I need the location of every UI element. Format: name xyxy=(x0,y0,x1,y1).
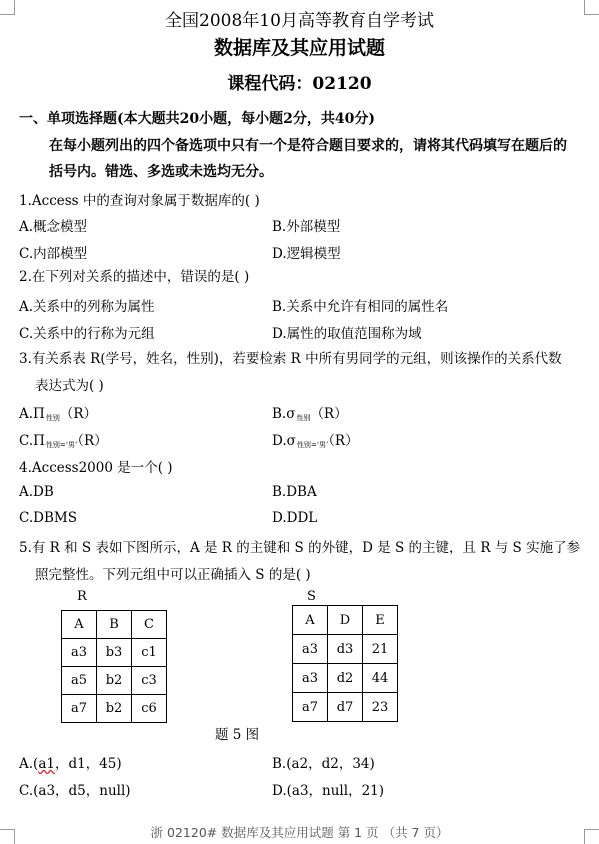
question-5-stem-line-1: 5.有 R 和 S 表如下图所示，A 是 R 的主键和 S 的外键，D 是 S 的主键，且 R 与 S 实施了参 xyxy=(19,540,581,556)
table-s-cell: d7 xyxy=(328,693,363,722)
subject-title: 数据库及其应用试题 xyxy=(213,37,385,59)
table-s-header-cell: A xyxy=(293,606,328,635)
q5-a-label: A.( xyxy=(19,756,39,772)
instruction-line-2: 括号内。错选、多选或未选均无分。 xyxy=(49,164,273,180)
q3-c-operator: C.Π xyxy=(19,433,45,449)
question-2-stem: 2.在下列对关系的描述中，错误的是( ) xyxy=(19,269,250,285)
question-4-stem: 4.Access2000 是一个( ) xyxy=(19,460,173,476)
q3-c-subscript: 性别=‘男’ xyxy=(45,441,78,449)
table-s xyxy=(292,605,398,722)
table-row xyxy=(293,635,398,664)
table-s-header-cell: D xyxy=(328,606,363,635)
q3-option-b xyxy=(272,402,348,423)
q3-a-operand: （R） xyxy=(59,406,97,422)
q4-option-a: A.DB xyxy=(19,484,54,500)
exam-title: 全国2008年10月高等教育自学考试 xyxy=(165,11,434,31)
figure-caption: 题 5 图 xyxy=(215,727,260,743)
table-s-label: S xyxy=(307,589,316,604)
q3-b-operand: （R） xyxy=(310,406,348,422)
q4-option-c: C.DBMS xyxy=(19,510,77,526)
table-r xyxy=(61,610,167,723)
table-s-cell: a3 xyxy=(293,635,328,664)
question-3-stem-line-2: 表达式为( ) xyxy=(35,378,104,394)
q3-d-operator: D.σ xyxy=(272,433,296,449)
q3-d-operand: （R） xyxy=(328,433,359,449)
table-r-cell: b2 xyxy=(97,695,132,723)
table-r-cell: a5 xyxy=(62,667,97,695)
table-s-cell: 21 xyxy=(363,635,398,664)
instruction-line-1: 在每小题列出的四个备选项中只有一个是符合题目要求的，请将其代码填写在题后的 xyxy=(49,138,567,154)
q1-option-a: A.概念模型 xyxy=(19,219,88,235)
q5-a-spellcheck-word: a1 xyxy=(38,756,55,772)
table-row xyxy=(293,693,398,722)
table-r-label: R xyxy=(77,589,87,604)
q2-option-c: C.关系中的行称为元组 xyxy=(19,326,155,342)
q3-option-d xyxy=(272,429,359,450)
q3-d-subscript: 性别=‘男’ xyxy=(296,441,329,449)
course-code: 课程代码：02120 xyxy=(227,74,372,94)
question-5-stem-line-2: 照完整性。下列元组中可以正确插入 S 的是( ) xyxy=(35,567,311,583)
section-heading: 一、单项选择题(本大题共20小题，每小题2分，共40分) xyxy=(19,111,375,127)
q2-option-b: B.关系中允许有相同的属性名 xyxy=(272,299,449,315)
table-s-cell: d2 xyxy=(328,664,363,693)
table-row xyxy=(62,639,167,667)
q5-option-a xyxy=(19,752,122,772)
q1-option-c: C.内部模型 xyxy=(19,246,88,262)
table-s-cell: d3 xyxy=(328,635,363,664)
q1-option-b: B.外部模型 xyxy=(272,219,341,235)
question-3-stem-line-1: 3.有关系表 R(学号，姓名，性别)，若要检索 R 中所有男同学的元组，则该操作的关系代数 xyxy=(19,351,562,367)
q5-a-rest: ，d1，45) xyxy=(54,756,122,772)
table-row xyxy=(293,664,398,693)
q2-option-d: D.属性的取值范围称为域 xyxy=(272,326,422,342)
table-r-cell: c1 xyxy=(132,639,167,667)
q5-option-d: D.(a3，null，21) xyxy=(272,783,385,799)
q3-b-operator: B.σ xyxy=(272,406,296,422)
q5-option-b: B.(a2，d2，34) xyxy=(272,756,375,772)
table-s-cell: 44 xyxy=(363,664,398,693)
q5-option-c: C.(a3，d5，null) xyxy=(19,783,131,799)
q4-option-b: B.DBA xyxy=(272,484,317,500)
table-r-cell: b2 xyxy=(97,667,132,695)
table-s-cell: a3 xyxy=(293,664,328,693)
q3-a-subscript: 性别 xyxy=(45,414,60,422)
table-r-cell: a7 xyxy=(62,695,97,723)
table-r-header-cell: A xyxy=(62,611,97,639)
table-s-header-cell: E xyxy=(363,606,398,635)
q1-option-d: D.逻辑模型 xyxy=(272,246,341,262)
table-s-cell: 23 xyxy=(363,693,398,722)
q3-b-subscript: 性别 xyxy=(296,414,311,422)
table-s-header-row xyxy=(293,606,398,635)
table-row xyxy=(62,695,167,723)
q3-option-a xyxy=(19,402,97,423)
table-s-cell: a7 xyxy=(293,693,328,722)
q3-option-c xyxy=(19,429,108,450)
table-row xyxy=(62,667,167,695)
q4-option-d: D.DDL xyxy=(272,510,318,526)
table-r-header-cell: B xyxy=(97,611,132,639)
table-r-cell: b3 xyxy=(97,639,132,667)
table-r-cell: c6 xyxy=(132,695,167,723)
table-r-header-row xyxy=(62,611,167,639)
question-1-stem: 1.Access 中的查询对象属于数据库的( ) xyxy=(19,193,260,209)
q3-c-operand: （R） xyxy=(77,433,108,449)
table-r-cell: c3 xyxy=(132,667,167,695)
q2-option-a: A.关系中的列称为属性 xyxy=(19,299,155,315)
table-r-header-cell: C xyxy=(132,611,167,639)
table-r-cell: a3 xyxy=(62,639,97,667)
page-footer: 浙 02120# 数据库及其应用试题 第 1 页 （共 7 页） xyxy=(150,825,449,840)
q3-a-operator: A.Π xyxy=(19,406,45,422)
